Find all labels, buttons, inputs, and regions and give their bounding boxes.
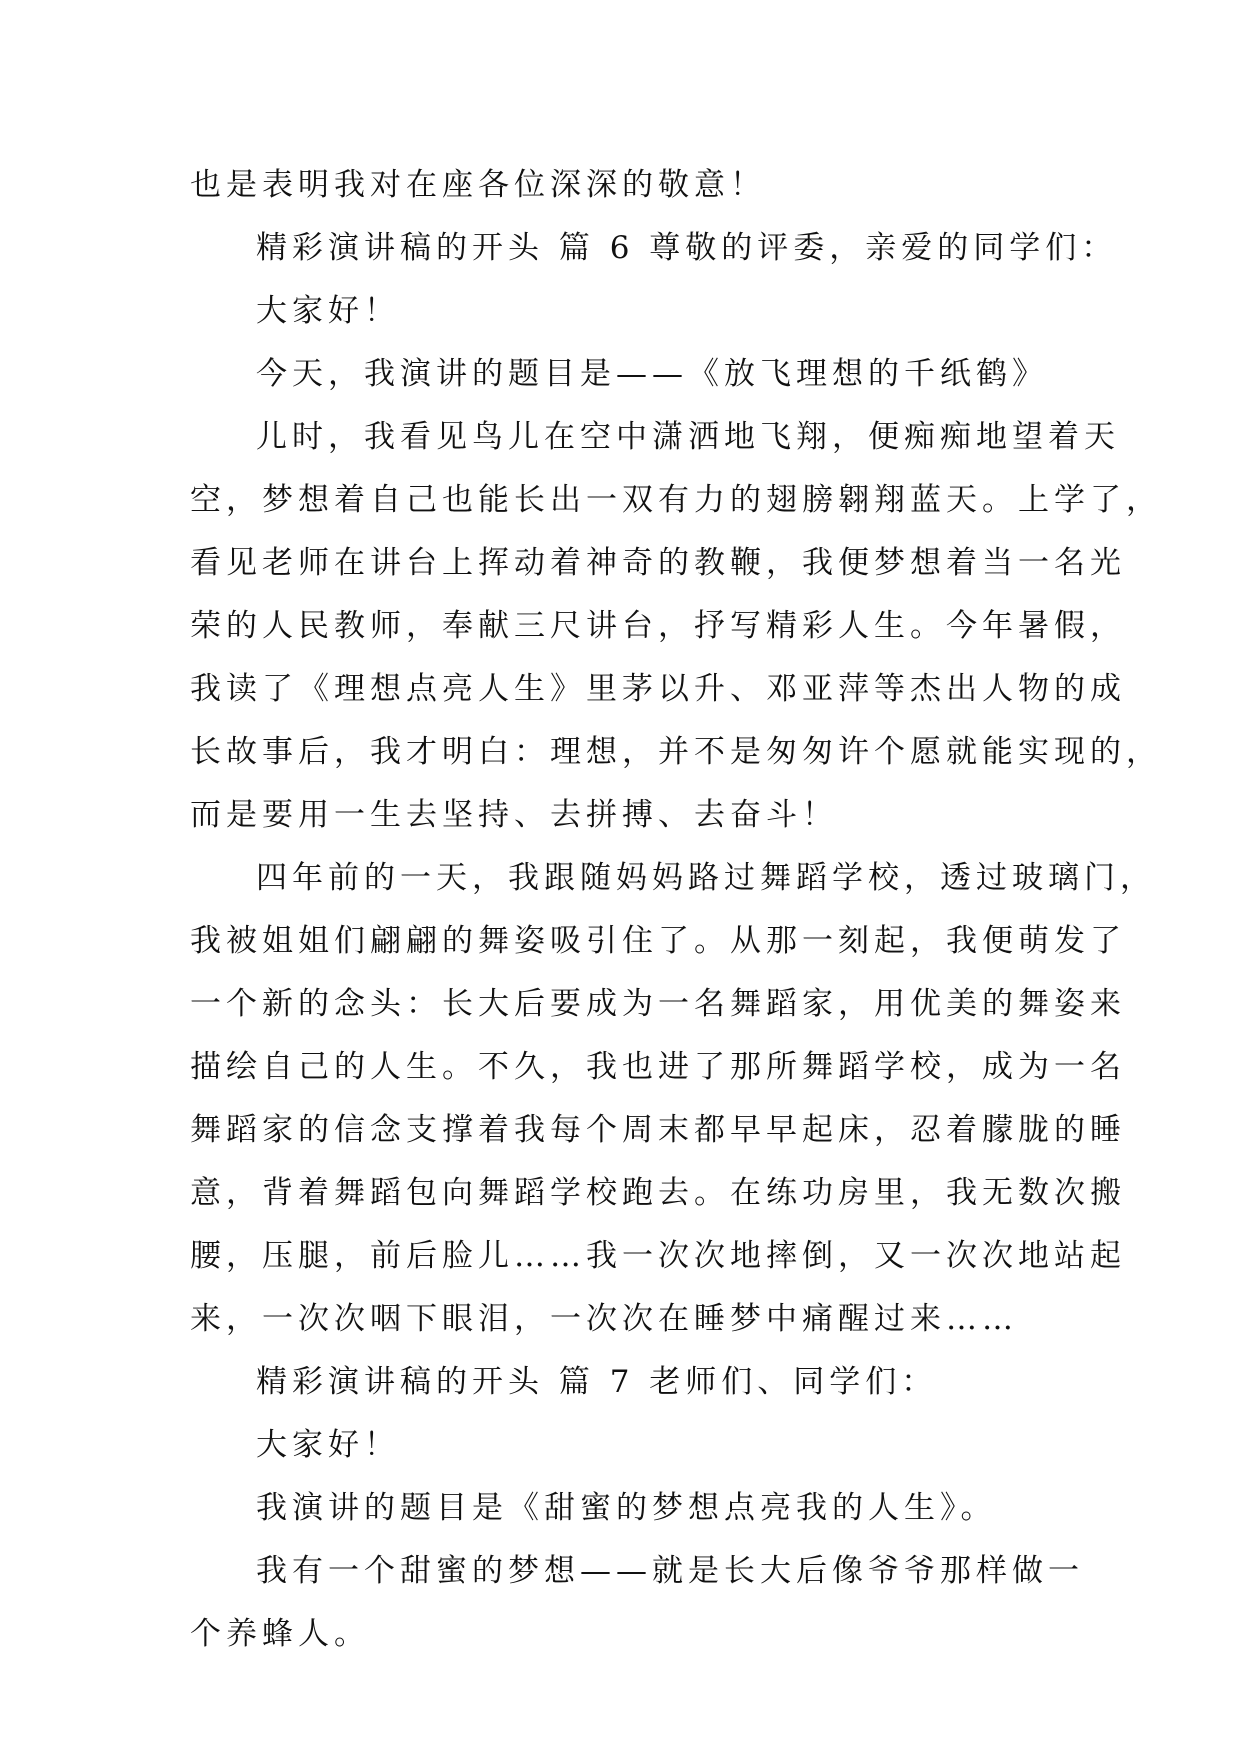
section-heading: 精彩演讲稿的开头 篇 7 老师们、同学们： xyxy=(256,1364,938,1400)
speech-title-line: 我演讲的题目是《甜蜜的梦想点亮我的人生》。 xyxy=(256,1490,997,1526)
text-line: 我读了《理想点亮人生》里茅以升、邓亚萍等杰出人物的成 xyxy=(190,671,1126,707)
text-line: 看见老师在讲台上挥动着神奇的教鞭，我便梦想着当一名光 xyxy=(190,545,1126,581)
text-line: 我被姐姐们翩翩的舞姿吸引住了。从那一刻起，我便萌发了 xyxy=(190,923,1126,959)
text-line: 荣的人民教师，奉献三尺讲台，抒写精彩人生。今年暑假， xyxy=(190,608,1126,644)
text-line: 空，梦想着自己也能长出一双有力的翅膀翱翔蓝天。上学了， xyxy=(190,482,1162,518)
text-line: 四年前的一天，我跟随妈妈路过舞蹈学校，透过玻璃门， xyxy=(256,860,1156,896)
text-line: 来，一次次咽下眼泪，一次次在睡梦中痛醒过来…… xyxy=(190,1301,1018,1337)
text-line: 描绘自己的人生。不久，我也进了那所舞蹈学校，成为一名 xyxy=(190,1049,1126,1085)
text-line: 儿时，我看见鸟儿在空中潇洒地飞翔，便痴痴地望着天 xyxy=(256,419,1120,455)
text-line: 舞蹈家的信念支撑着我每个周末都早早起床，忍着朦胧的睡 xyxy=(190,1112,1126,1148)
speech-title-line: 今天，我演讲的题目是——《放飞理想的千纸鹤》 xyxy=(256,356,1048,392)
text-line: 腰，压腿，前后脸儿……我一次次地摔倒，又一次次地站起 xyxy=(190,1238,1126,1274)
text-line: 一个新的念头：长大后要成为一名舞蹈家，用优美的舞姿来 xyxy=(190,986,1126,1022)
section-heading: 精彩演讲稿的开头 篇 6 尊敬的评委，亲爱的同学们： xyxy=(256,230,1118,266)
text-line: 个养蜂人。 xyxy=(190,1616,370,1652)
text-line: 长故事后，我才明白：理想，并不是匆匆许个愿就能实现的， xyxy=(190,734,1162,770)
text-line: 也是表明我对在座各位深深的敬意！ xyxy=(190,167,766,203)
greeting-line: 大家好！ xyxy=(256,293,400,329)
text-line: 我有一个甜蜜的梦想——就是长大后像爷爷那样做一 xyxy=(256,1553,1084,1589)
text-line: 意，背着舞蹈包向舞蹈学校跑去。在练功房里，我无数次搬 xyxy=(190,1175,1126,1211)
text-line: 而是要用一生去坚持、去拼搏、去奋斗！ xyxy=(190,797,838,833)
greeting-line: 大家好！ xyxy=(256,1427,400,1463)
